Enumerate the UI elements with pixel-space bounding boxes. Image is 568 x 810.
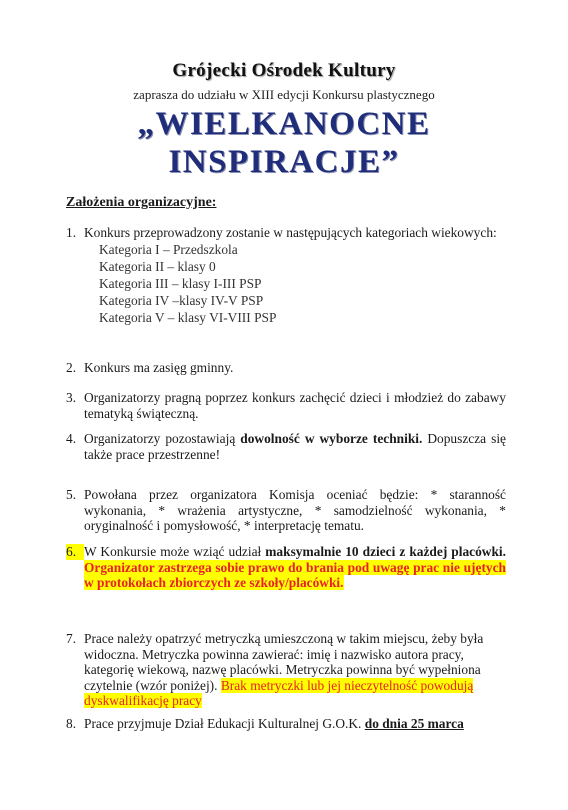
disqualification-note: Brak metryczki lub jej nieczytelność powodują dyskwalifikację pracy xyxy=(84,677,474,708)
item-number: 1. xyxy=(66,225,77,240)
rule-item-5 xyxy=(66,487,506,534)
item-text-part: Dopuszcza się także prace przestrzenne! xyxy=(84,431,506,462)
item-text xyxy=(84,544,506,591)
category-list xyxy=(99,241,506,326)
rule-item-1 xyxy=(66,225,506,326)
item-number: 6. xyxy=(66,544,84,560)
rule-item-7 xyxy=(66,631,506,709)
category-item: Kategoria IV –klasy IV-V PSP xyxy=(99,292,264,308)
item-number: 2. xyxy=(66,360,77,375)
item-text: Konkurs ma zasięg gminny. xyxy=(84,360,234,375)
category-item: Kategoria V – klasy VI-VIII PSP xyxy=(99,309,277,325)
item-text: Organizatorzy pragną poprzez konkurs zachęcić dzieci i młodzież do zabawy tematyką świąteczną. xyxy=(84,390,506,421)
section-heading: Założenia organizacyjne: xyxy=(66,195,217,210)
rule-item-4 xyxy=(66,431,506,462)
rule-item-8 xyxy=(66,716,506,732)
item-number: 5. xyxy=(66,487,77,502)
item-text-part: Prace przyjmuje Dział Edukacji Kulturalnej G.O.K. xyxy=(84,716,365,731)
deadline-emphasis: do dnia 25 marca xyxy=(364,716,464,731)
item-text-part: Prace należy opatrzyć metryczką umieszczoną w takim miejscu, żeby była widoczna. Metryczka powinna zawierać: imię i nazwisko autora pracy, kategorię wiekową, nazwę placówki. Metryczka powinna być wypełniona czytelnie (wzór poniżej). xyxy=(84,631,484,693)
item-number: 7. xyxy=(66,631,77,646)
item-text-part: W Konkursie może wziąć udział xyxy=(84,544,266,559)
item-text: Konkurs przeprowadzony zostanie w następujących kategoriach wiekowych: xyxy=(84,225,497,240)
category-item: Kategoria III – klasy I-III PSP xyxy=(99,275,262,291)
item-text: Powołana przez organizatora Komisja oceniać będzie: * staranność wykonania, * wrażenia artystyczne, * samodzielność wykonania, * oryginalność i pomysłowość, * interpretację tematu. xyxy=(84,487,506,533)
rule-item-3 xyxy=(66,390,506,421)
item-text xyxy=(84,716,506,732)
organization-title: Grójecki Ośrodek Kultury xyxy=(172,60,396,81)
organizer-reservation-note: Organizator zastrzega sobie prawo do brania pod uwagę prac nie ujętych w protokołach zbiorczych ze szkoły/placówki. xyxy=(84,559,506,590)
item-text xyxy=(84,431,506,462)
item-text xyxy=(84,631,506,709)
technique-emphasis: dowolność w wyborze techniki. xyxy=(240,431,423,446)
max-participants-emphasis: maksymalnie 10 dzieci z każdej placówki. xyxy=(265,544,506,559)
rule-item-2 xyxy=(66,360,506,376)
contest-title-line1: „WIELKANOCNE xyxy=(137,106,431,142)
rule-item-6 xyxy=(66,544,506,591)
category-item: Kategoria I – Przedszkola xyxy=(99,241,238,257)
contest-title xyxy=(0,105,568,181)
item-number: 8. xyxy=(66,716,77,731)
item-number: 4. xyxy=(66,431,77,446)
item-number: 3. xyxy=(66,390,77,405)
item-text-part: Organizatorzy pozostawiają xyxy=(84,431,241,446)
invitation-line: zaprasza do udziału w XIII edycji Konkursu plastycznego xyxy=(133,87,435,102)
category-item: Kategoria II – klasy 0 xyxy=(99,258,216,274)
contest-title-line2: INSPIRACJE” xyxy=(168,144,400,180)
